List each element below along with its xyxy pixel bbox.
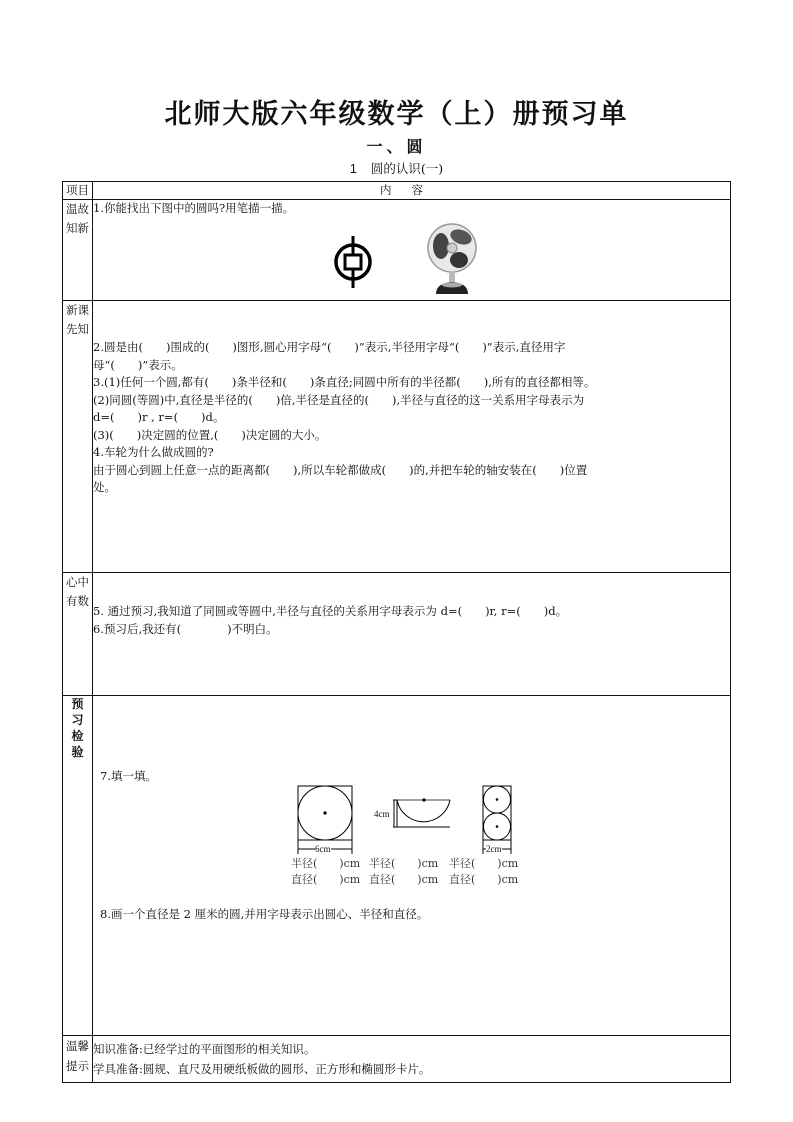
figure-3-diameter: 直径( )cm	[449, 873, 519, 886]
question-2-line-1: 2.圆是由( )围成的( )图形,圆心用字母“( )”表示,半径用字母“( )”表示,直径用字	[93, 340, 566, 354]
figure-1-radius: 半径( )cm	[291, 857, 361, 870]
row-label-line: 知新	[66, 221, 89, 235]
tip-knowledge: 知识准备:已经学过的平面图形的相关知识。	[93, 1042, 316, 1056]
table-row-check	[63, 696, 731, 1036]
row-label-line: 习	[71, 713, 84, 727]
figure-1-diameter: 直径( )cm	[291, 873, 361, 886]
row-label	[63, 301, 93, 573]
question-3-formula: d=( )r , r=( )d。	[93, 410, 225, 424]
table-row-review	[63, 200, 731, 301]
coin-symbol-image	[331, 234, 375, 290]
row-label-line: 预	[71, 697, 84, 711]
table-header-row	[63, 182, 731, 200]
question-3-part-2: (2)同圆(等圆)中,直径是半径的( )倍,半径是直径的( ),半径与直径的这一关系用字母表示为	[93, 392, 585, 407]
lesson-number: 1	[349, 162, 357, 176]
figure-2-diameter: 直径( )cm	[369, 873, 439, 886]
row-label-line: 心中	[66, 575, 89, 589]
electric-fan-image	[423, 222, 481, 296]
row-content	[93, 573, 731, 696]
tip-tools: 学具准备:圆规、直尺及用硬纸板做的圆形、正方形和椭圆形卡片。	[93, 1062, 431, 1076]
lesson-title: 圆的认识(一)	[370, 161, 444, 176]
page-title: 北师大版六年级数学（上）册预习单	[164, 99, 629, 130]
question-7: 7.填一填。	[100, 769, 157, 783]
figure-2-radius: 半径( )cm	[369, 857, 439, 870]
question-6: 6.预习后,我还有( )不明白。	[93, 621, 278, 636]
row-content	[93, 696, 731, 1036]
geometry-figures	[293, 784, 553, 856]
table-row-self-check	[63, 573, 731, 696]
row-label	[63, 1036, 93, 1083]
question-4-answer-line-2: 处。	[93, 480, 116, 494]
column-header-content: 内容	[93, 182, 731, 200]
row-label-line: 检	[71, 729, 84, 743]
figure-2-dimension: 4cm	[374, 809, 390, 819]
row-label-line: 验	[71, 745, 84, 759]
row-content	[93, 1036, 731, 1083]
row-content	[93, 200, 731, 301]
question-2-line-2: 母“( )”表示。	[93, 357, 183, 372]
figure-3-radius: 半径( )cm	[449, 857, 519, 870]
row-content	[93, 301, 731, 573]
question-5: 5. 通过预习,我知道了同圆或等圆中,半径与直径的关系用字母表示为 d=( )r, r=( )d。	[93, 604, 568, 618]
question-3-part-3: (3)( )决定圆的位置,( )决定圆的大小。	[93, 427, 327, 442]
worksheet-table	[62, 181, 731, 1083]
question-4-answer-line-1: 由于圆心到圆上任意一点的距离都( ),所以车轮都做成( )的,并把车轮的轴安装在( )位置	[93, 462, 588, 477]
row-label-line: 先知	[66, 322, 89, 336]
row-label-line: 新课	[66, 303, 89, 317]
question-4: 4.车轮为什么做成圆的?	[93, 445, 214, 459]
table-row-tips	[63, 1036, 731, 1083]
row-label	[63, 573, 93, 696]
figure-3-dimension: 2cm	[486, 844, 502, 854]
chapter-heading: 一、圆	[366, 137, 427, 156]
column-header-item: 项目	[63, 182, 93, 200]
lesson-heading	[0, 160, 793, 178]
row-label	[63, 696, 93, 1036]
row-label-line: 温馨	[66, 1039, 89, 1053]
question-7-figures	[293, 784, 553, 904]
row-label-line: 提示	[66, 1059, 89, 1073]
figure-1-dimension: 6cm	[315, 844, 331, 854]
row-label-line: 温故	[66, 202, 89, 216]
question-1: 1.你能找出下图中的圆吗?用笔描一描。	[93, 201, 295, 215]
question-1-images	[93, 218, 730, 298]
question-8: 8.画一个直径是 2 厘米的圆,并用字母表示出圆心、半径和直径。	[100, 907, 429, 921]
table-row-preview	[63, 301, 731, 573]
question-3-part-1: 3.(1)任何一个圆,都有( )条半径和( )条直径;同圆中所有的半径都( ),所有的直径都相等。	[93, 375, 596, 389]
row-label-line: 有数	[66, 594, 89, 608]
row-label	[63, 200, 93, 301]
